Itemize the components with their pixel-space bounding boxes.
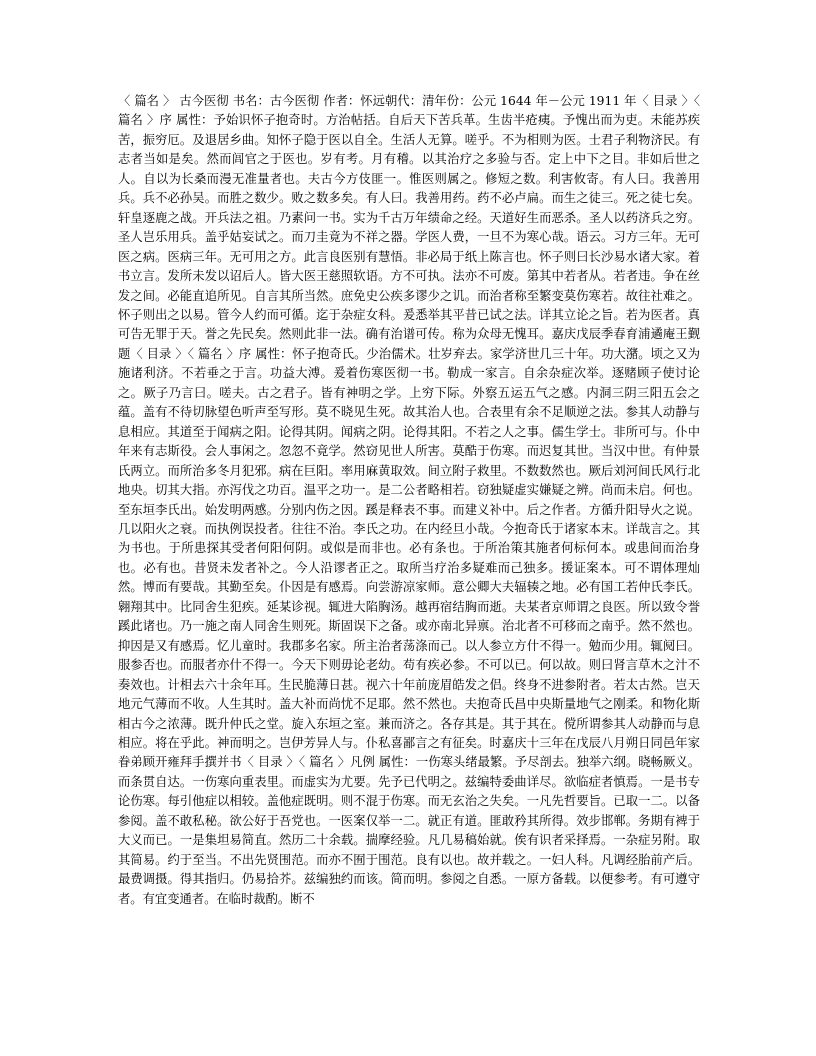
document-body-paragraph: 〈 篇名 〉 古今医彻 书名：古今医彻 作者：怀远朝代：清年份：公元 1644 年－公元 1911 年〈 目录 〉〈 篇名 〉序 属性：予始识怀子抱奇时。方治帖括。自后天下苦兵革。生齿半疮痍。予愧出而为吏。未能苏疾苦，振穷厄。及退居乡曲。知怀子隐于医以自全。生活人无算。嗟乎。不为相则为医。士君子利物济民。有志者当如是矣。然而闾官之于医也。岁有考。月有稽。以其治疗之多验与否。定上中下之目。非如后世之人。自以为长桑而漫无准量者也。夫古今方伎匪一。惟医则属之。修短之数。利害攸寄。有人曰。我善用兵。兵不必孙吴。而胜之数少。败之数多矣。有人曰。我善用药。药不必卢扁。而生之徒三。死之徒七矣。轩皇逐鹿之战。开兵法之祖。乃素问一书。实为千古万年绩命之经。天道好生而恶杀。圣人以药济兵之穷。圣人岂乐用兵。盖乎姑妄试之。而刀圭竟为不祥之器。学医人费，一旦不为寒心哉。语云。习方三年。无可医之病。医病三年。无可用之方。此言良医别有慧悟。非必局于纸上陈言也。怀子则曰长沙易水诸大家。着书立言。发所未发以诏后人。皆大医王慈照软语。方不可执。法亦不可废。第其中若者从。若者违。争在丝发之间。必能直追所见。自言其所当然。庶免史公疾多谬少之讥。而治者称至繁变莫伤寒若。故往社难之。怀子则出之以易。管今人约而可循。迄于杂症女科。爰悉举其平昔已试之法。详其立论之旨。若为医者。真可告无罪于天。誉之先民矣。然则此非一法。确有治谱可传。称为众母无愧耳。嘉庆戊辰季春育浦遹庵王觐题〈 目录 〉〈 篇名 〉序 属性：怀子抱奇氏。少治儒术。壮岁弃去。家学济世几三十年。功大潴。顷之又为施诸利济。不若垂之于言。功益大溥。爰着伤寒医彻一书。勒成一家言。自余杂症次举。逐赌顾子使讨论之。厥子乃言曰。嗟夫。古之君子。皆有神明之学。上穷下际。外察五运五气之感。内洞三阴三阳五会之蕴。盖有不待切脉望色听声至写形。莫不晓见生死。故其治人也。合表里有余不足顺逆之法。参其人动静与息相应。其道至于闻病之阳。论得其阴。闻病之阴。论得其阳。不若之人之事。儒生学士。非所可与。仆中年来有志斯役。会人事闲之。忽忽不竟学。然窃见世人所害。莫酷于伤寒。而迟复其世。当汉中世。有仲景氏两立。而所治多冬月犯邪。病在巨阳。率用麻黄取效。间立附子救里。不数数然也。厥后刘河间氏风行北地央。切其大指。亦泻伐之功百。温平之功一。是二公者略相若。窃独疑虚实嫌疑之辨。尚而未启。何也。至东垣李氏出。始发明两感。分别内伤之因。蹊是释表不事。而建义补中。后之作者。方循升阳导火之说。几以阳火之衰。而执例误投者。往往不治。李氏之功。在内经旦小哉。今抱奇氏于诸家本末。详哉言之。其为书也。于所患探其受者何阳何阴。或似是而非也。必有条也。于所治策其施者何标何本。或患间而治身也。必有也。昔贤未发者补之。今人沿谬者正之。取所当疗治多疑难而己独多。援证案本。可不谓体理灿然。博而有要哉。其勤至矣。仆因是有感焉。向尝游凉家师。意公卿大夫辐辏之地。必有国工若仲氏李氏。翱翔其中。比同舍生犯疾。延某诊视。辄进大陷胸汤。越再宿结胸而逝。夫某者京师谓之良医。所以致令誉蹊此诸也。乃一施之南人同舍生则死。斯固误下之备。或亦南北异禀。治北者不可移而之南乎。然不然也。抑因是又有感焉。忆儿童时。我郡多名家。所主治者荡涤而己。以人参立方什不得一。勉而少用。辄阋曰。服参否也。而服者亦什不得一。今天下则毋论老幼。苟有疾必参。不可以已。何以故。则曰肾言草木之汁不奏效也。计相去六十余年耳。生民脆薄日甚。视六十年前庞眉皓发之侣。终身不进参附者。若太古然。岂天地元气薄而不收。人生其时。盖大补而尚忧不足耶。然不然也。夫抱奇氏昌中央斯量地气之刚柔。和物化斯相古今之浓薄。既升仲氏之堂。旋入东垣之室。兼而济之。各存其是。其于其在。傥所谓参其人动静而与息相应。将在乎此。神而明之。岂伊芳异人与。仆私喜鄙言之有征矣。时嘉庆十三年在戊辰八月朔日同邑年家眷弟顾开雍拜手撰并书〈 目录 〉〈 篇名 〉凡例 属性：一伤寒头绪最繁。予尽剖去。独举六纲。晓畅厥义。而条贯自达。一伤寒向重表里。而虚实为尤要。先予已代明之。兹编特委曲详尽。欲临症者慎焉。一是书专论伤寒。每引他症以相较。盖他症既明。则不混于伤寒。而无玄治之失矣。一凡先哲要旨。已取一二。以备参阅。盖不敢私秘。欲公好于吾党也。一医案仅举一二。就正有道。匪敢矜其所得。效步邯郸。务期有裨于大义而已。一是集坦易简直。然历二十余载。揣摩经验。凡几易稿始就。俟有识者采择焉。一杂症另附。取其简易。约于至当。不出先贤围范。而亦不囿于围范。良有以也。故并载之。一妇人科。凡调经胎前产后。最费调摄。得其指归。仍易拾芥。兹编独约而该。简而明。参阅之自悉。一原方备载。以便参考。有可遵守者。有宜变通者。在临时裁酌。断不 (118, 94, 700, 906)
document-content (118, 92, 700, 909)
